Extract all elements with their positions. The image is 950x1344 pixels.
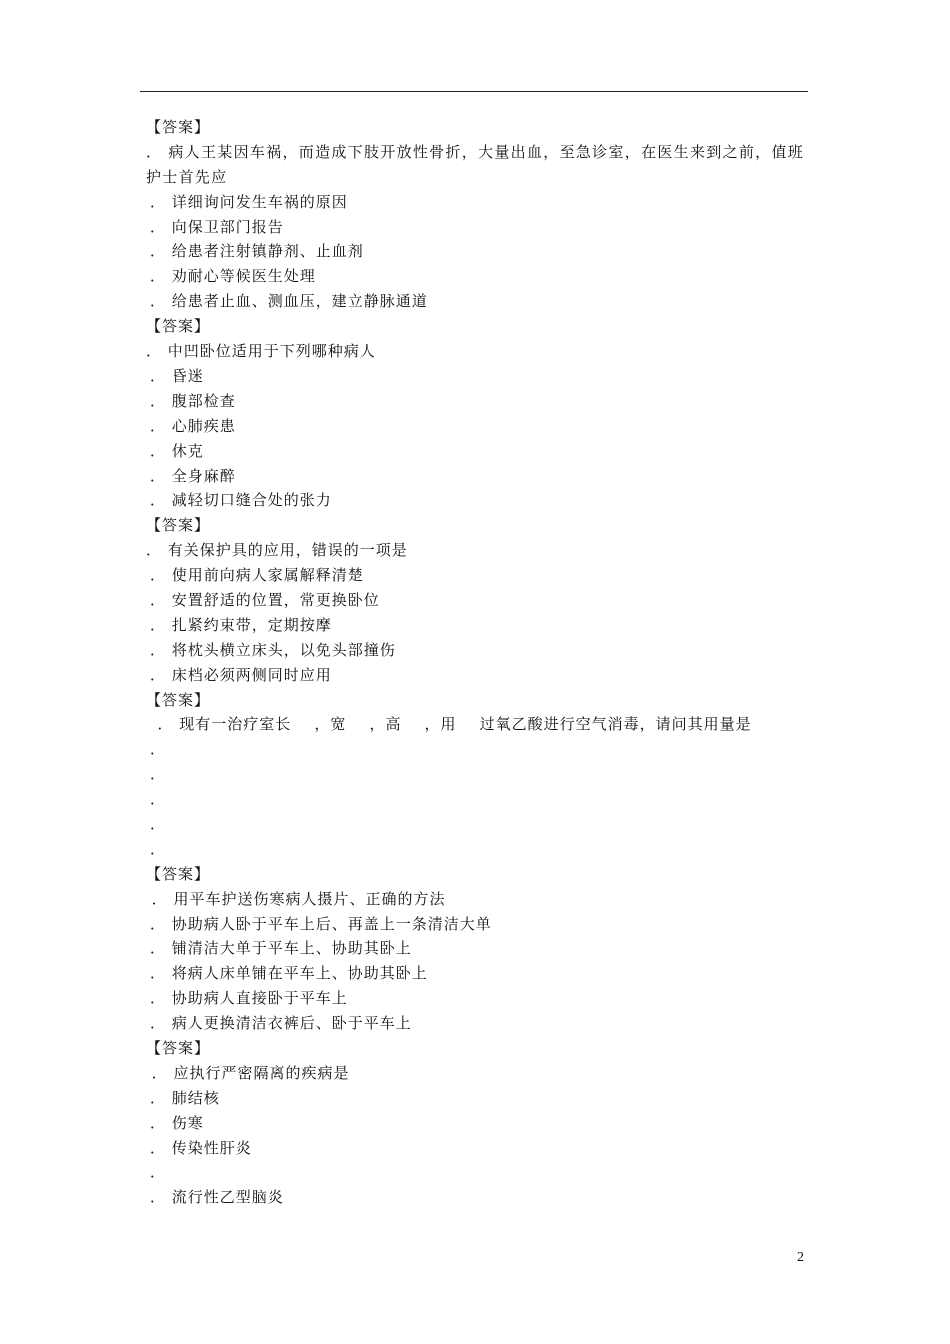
header-rule bbox=[140, 91, 808, 92]
answer-label: 【答案】 bbox=[146, 317, 211, 336]
answer-option: ． 传染性肝炎 bbox=[150, 1138, 252, 1157]
answer-option: ． 将枕头横立床头，以免头部撞伤 bbox=[150, 640, 396, 659]
page-number: 2 bbox=[797, 1250, 804, 1265]
answer-option: ． 协助病人直接卧于平车上 bbox=[150, 989, 348, 1008]
empty-option: ． bbox=[150, 1163, 167, 1182]
answer-option: ． 给患者止血、测血压，建立静脉通道 bbox=[150, 292, 428, 311]
answer-option: ． 昏迷 bbox=[150, 366, 204, 385]
answer-option: ． 向保卫部门报告 bbox=[150, 217, 284, 236]
empty-option: ． bbox=[150, 839, 167, 858]
answer-option: ． 全身麻醉 bbox=[150, 466, 236, 485]
question-text: ． 现有一治疗室长 ，宽 ，高 ，用 过氧乙酸进行空气消毒，请问其用量是 bbox=[146, 715, 752, 734]
empty-option: ． bbox=[150, 814, 167, 833]
answer-label: 【答案】 bbox=[146, 516, 211, 535]
question-text: ． 用平车护送伤寒病人摄片、正确的方法 bbox=[146, 889, 446, 908]
document-body bbox=[146, 115, 806, 1210]
answer-option: ． 病人更换清洁衣裤后、卧于平车上 bbox=[150, 1014, 412, 1033]
answer-label: 【答案】 bbox=[146, 690, 211, 709]
answer-label: 【答案】 bbox=[146, 864, 211, 883]
question-text: ． 病人王某因车祸，而造成下肢开放性骨折，大量出血，至急诊室，在医生来到之前，值班护士首先应 bbox=[146, 142, 805, 186]
answer-label: 【答案】 bbox=[146, 1038, 211, 1057]
question-text: ． 应执行严密隔离的疾病是 bbox=[146, 1063, 350, 1082]
empty-option: ． bbox=[150, 740, 167, 759]
answer-option: ． 休克 bbox=[150, 441, 204, 460]
answer-option: ． 给患者注射镇静剂、止血剂 bbox=[150, 242, 364, 261]
answer-option: ． 详细询问发生车祸的原因 bbox=[150, 192, 348, 211]
answer-option: ． 使用前向病人家属解释清楚 bbox=[150, 566, 364, 585]
answer-option: ． 床档必须两侧同时应用 bbox=[150, 665, 332, 684]
answer-option: ． 心肺疾患 bbox=[150, 416, 236, 435]
answer-option: ． 伤寒 bbox=[150, 1113, 204, 1132]
answer-option: ． 协助病人卧于平车上后、再盖上一条清洁大单 bbox=[150, 914, 492, 933]
answer-option: ． 铺清洁大单于平车上、协助其卧上 bbox=[150, 939, 412, 958]
question-text: ． 中凹卧位适用于下列哪种病人 bbox=[146, 342, 376, 361]
answer-label: 【答案】 bbox=[146, 118, 211, 136]
answer-option: ． 腹部检查 bbox=[150, 391, 236, 410]
answer-option: ． 安置舒适的位置，常更换卧位 bbox=[150, 590, 380, 609]
answer-option: ． 将病人床单铺在平车上、协助其卧上 bbox=[150, 964, 428, 983]
answer-option: ． 流行性乙型脑炎 bbox=[150, 1188, 284, 1207]
answer-option: ． 肺结核 bbox=[150, 1088, 220, 1107]
answer-option: ． 减轻切口缝合处的张力 bbox=[150, 491, 332, 510]
answer-option: ． 劝耐心等候医生处理 bbox=[150, 267, 316, 286]
empty-option: ． bbox=[150, 765, 167, 784]
empty-option: ． bbox=[150, 790, 167, 809]
answer-option: ． 扎紧约束带，定期按摩 bbox=[150, 615, 332, 634]
question-text: ． 有关保护具的应用，错误的一项是 bbox=[146, 541, 408, 560]
